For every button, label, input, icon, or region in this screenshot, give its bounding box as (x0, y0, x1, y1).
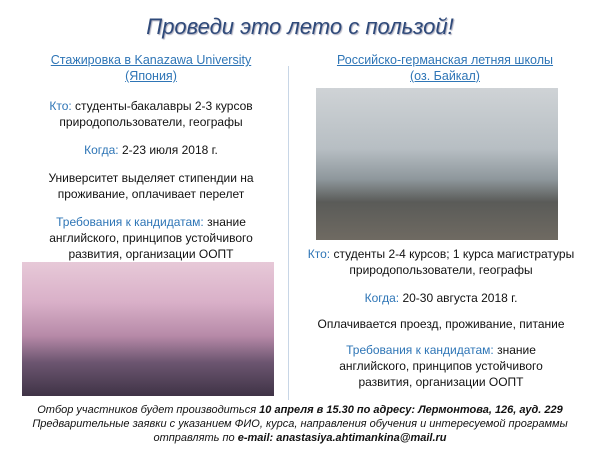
text: Университет выделяет стипендии на (48, 171, 254, 185)
who-label: Кто: (49, 99, 72, 113)
text: проживание, оплачивает перелет (57, 187, 245, 201)
footer-line-3 (0, 432, 600, 444)
text: знание (493, 343, 536, 357)
link-line[interactable]: (оз. Байкал) (410, 69, 480, 83)
who-label: Кто: (307, 247, 331, 261)
when-label: Когда: (84, 143, 119, 157)
who-text (296, 246, 586, 278)
when-text (20, 142, 282, 158)
right-column (296, 246, 586, 390)
link-line[interactable]: (Япония) (125, 69, 177, 83)
baikal-link[interactable] (300, 52, 590, 84)
text: английского, принципов устойчивого (49, 231, 253, 245)
text: знание (203, 215, 246, 229)
text: отправлять по (153, 432, 238, 444)
kanazawa-link[interactable] (20, 52, 282, 84)
when-text (296, 290, 586, 306)
info-text: Оплачивается проезд, проживание, питание (317, 317, 565, 331)
baikal-group-photo (316, 88, 558, 240)
link-line[interactable]: Российско-германская летняя школы (336, 53, 554, 67)
req-label: Требования к кандидатам: (346, 343, 494, 357)
text: развития, организации ООПТ (358, 375, 524, 389)
column-divider (288, 66, 289, 400)
right-column-heading (300, 52, 590, 84)
left-column (20, 52, 282, 262)
footer-line-1 (0, 404, 600, 416)
text: 2-23 июля 2018 г. (118, 143, 218, 157)
link-line[interactable]: Стажировка в Kanazawa University (50, 53, 252, 67)
text: развития, организации ООПТ (68, 247, 234, 261)
when-label: Когда: (364, 291, 400, 305)
req-label: Требования к кандидатам: (56, 215, 204, 229)
text: студенты 2-4 курсов; 1 курса магистратуры (330, 247, 575, 261)
text: 20-30 августа 2018 г. (399, 291, 518, 305)
requirements-text (296, 342, 586, 390)
info-text (20, 170, 282, 202)
date-address: 10 апреля в 15.30 по адресу: Лермонтова, 126, ауд. 229 (259, 404, 563, 416)
email[interactable]: e-mail: anastasiya.ahtimankina@mail.ru (237, 432, 447, 444)
who-text (20, 98, 282, 130)
text: Отбор участников будет производиться (37, 404, 260, 416)
text: английского, принципов устойчивого (339, 359, 543, 373)
footer-line-2: Предварительные заявки с указанием ФИО, курса, направления обучения и интересуемой программы (32, 418, 568, 430)
kanazawa-castle-photo (22, 262, 274, 396)
text: студенты-бакалавры 2-3 курсов (71, 99, 253, 113)
requirements-text (20, 214, 282, 262)
text: природопользователи, географы (349, 263, 533, 277)
text: природопользователи, географы (59, 115, 243, 129)
page-title: Проведи это лето с пользой! (146, 14, 454, 39)
